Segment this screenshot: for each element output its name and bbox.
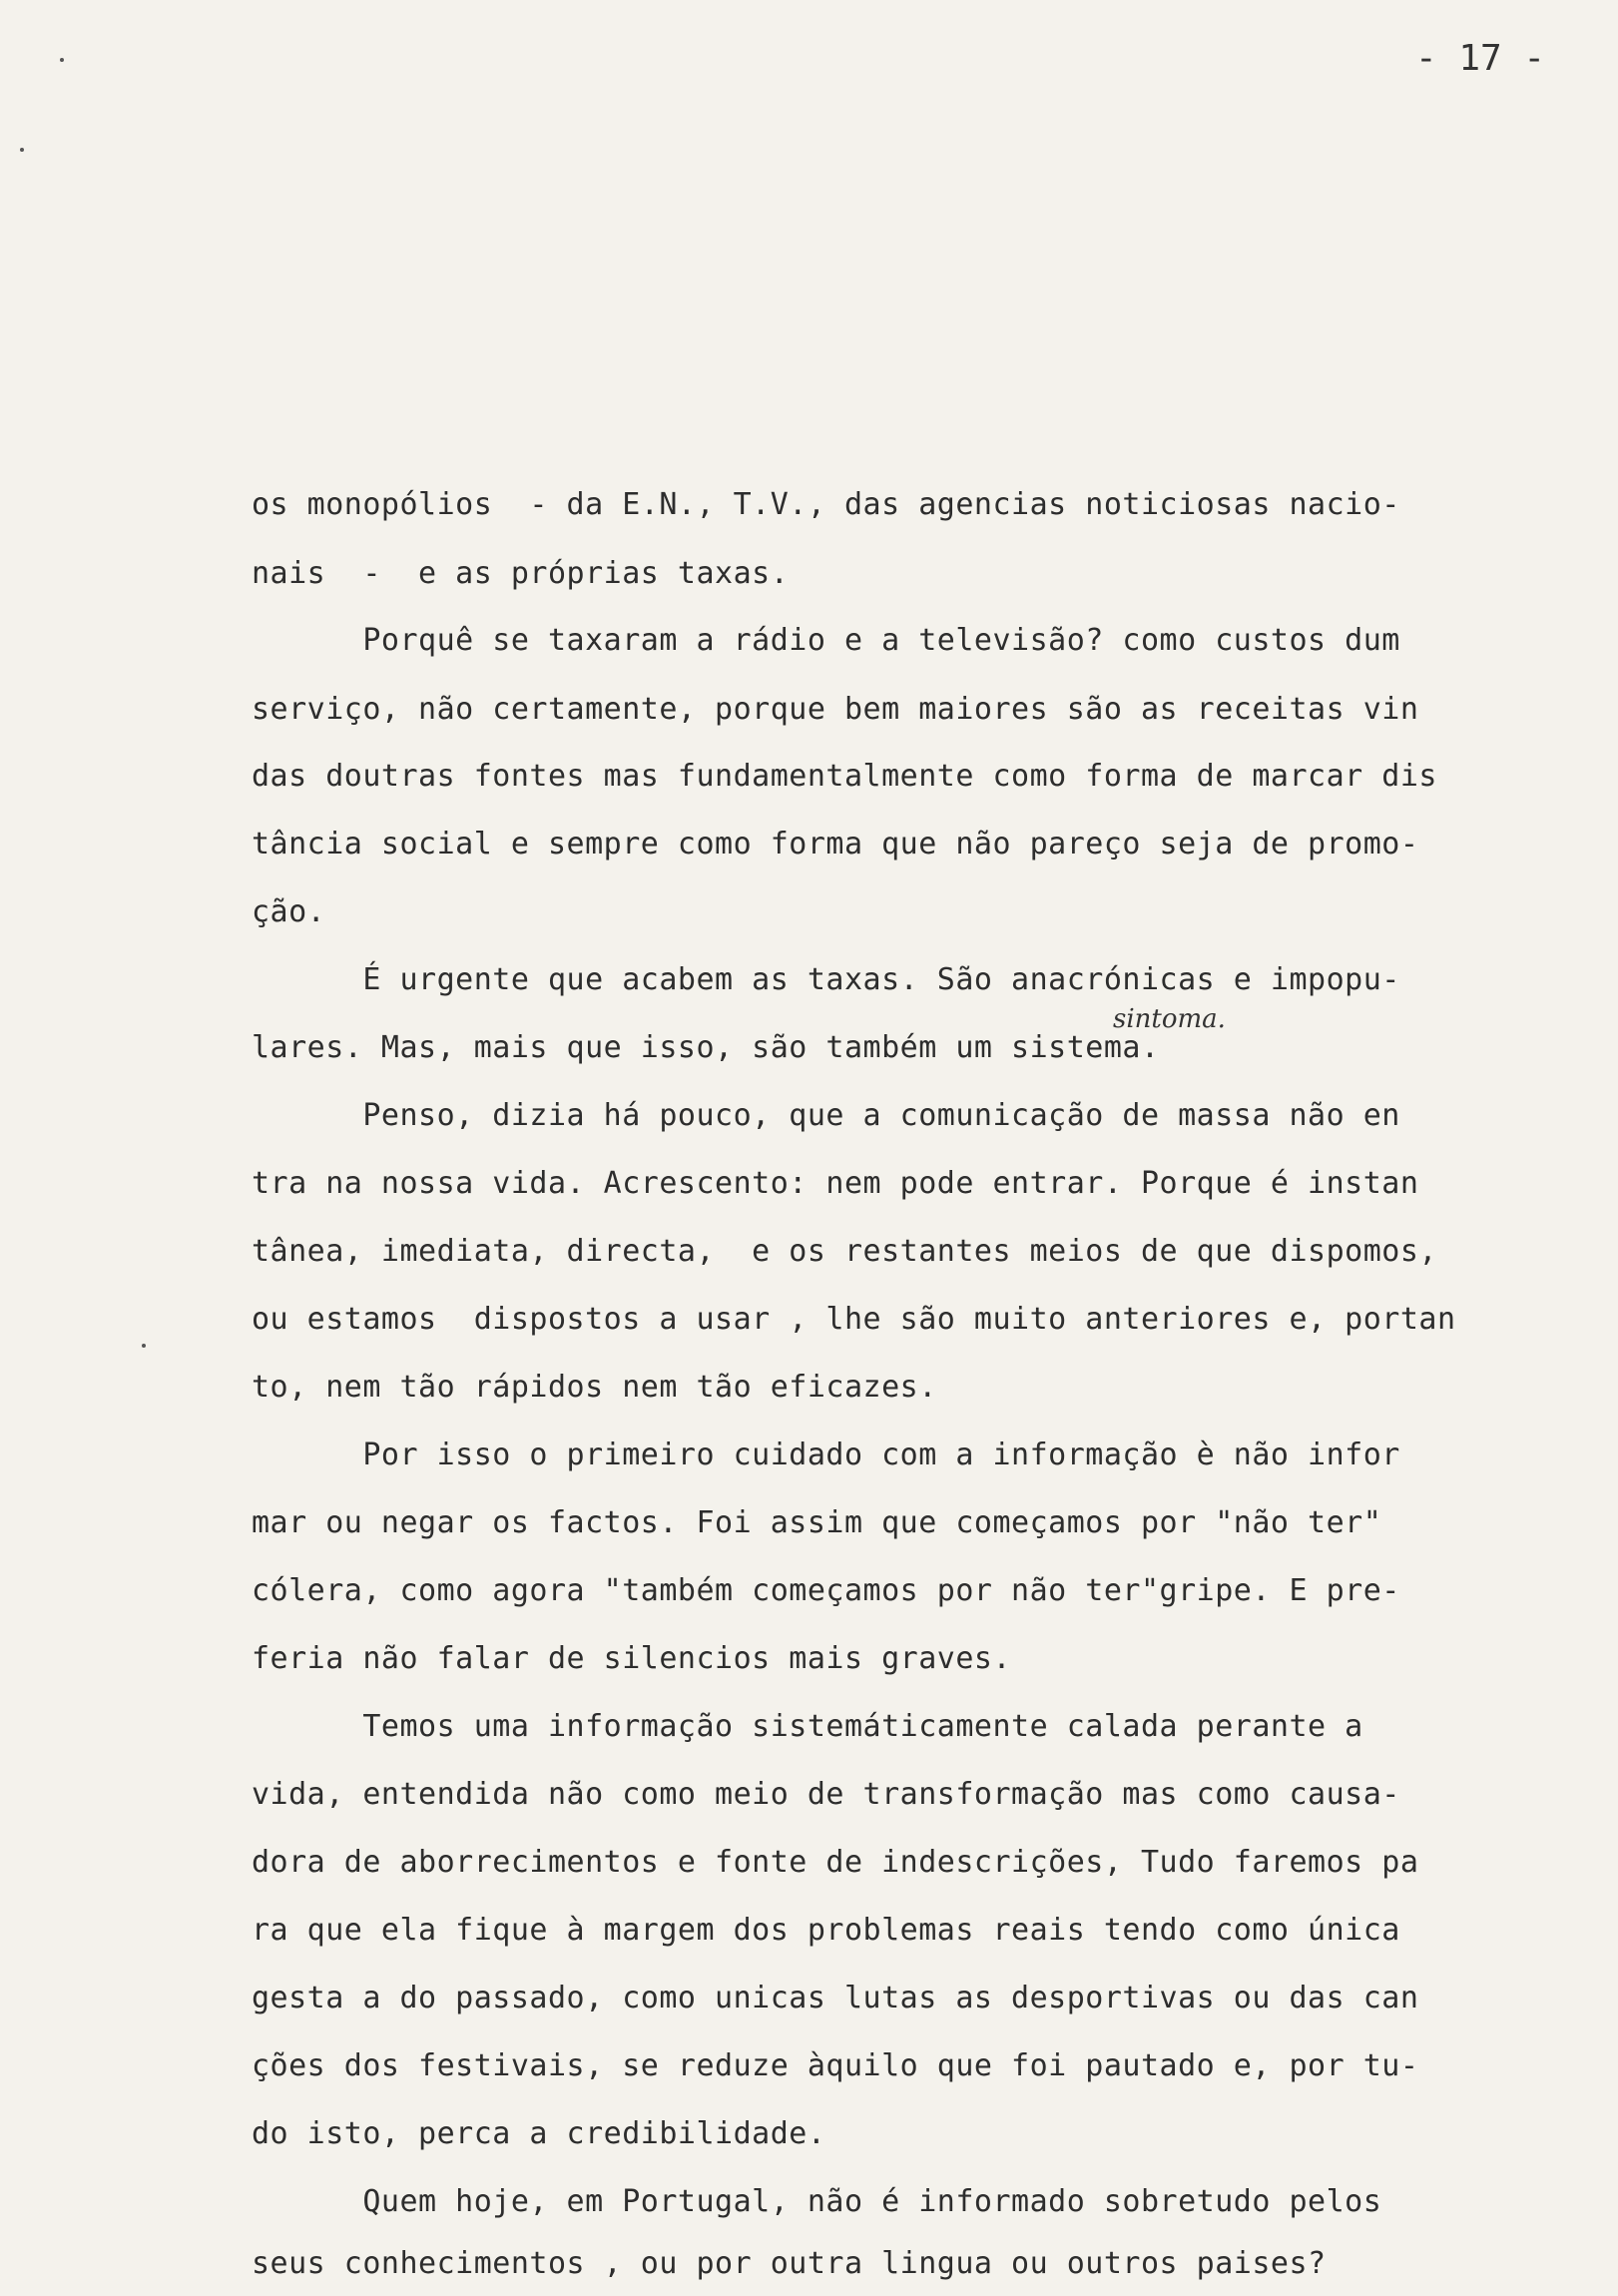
text-line: nais - e as próprias taxas.: [252, 556, 790, 591]
text-line: Temos uma informação sistemáticamente calada perante a: [252, 1709, 1363, 1744]
text-line: tânea, imediata, directa, e os restantes meios de que dispomos,: [252, 1234, 1437, 1269]
text-line: tra na nossa vida. Acrescento: nem pode entrar. Porque é instan: [252, 1166, 1419, 1201]
text-line: Porquê se taxaram a rádio e a televisão? como custos dum: [252, 623, 1400, 658]
text-line: ou estamos dispostos a usar , lhe são muito anteriores e, portan: [252, 1302, 1456, 1337]
text-line: os monopólios - da E.N., T.V., das agencias noticiosas nacio-: [252, 487, 1400, 522]
text-line: do isto, perca a credibilidade.: [252, 2116, 826, 2151]
text-line: das doutras fontes mas fundamentalmente como forma de marcar dis: [252, 759, 1437, 794]
text-line: to, nem tão rápidos nem tão eficazes.: [252, 1370, 937, 1405]
text-line: dora de aborrecimentos e fonte de indescrições, Tudo faremos pa: [252, 1845, 1419, 1880]
text-line: Por isso o primeiro cuidado com a informação è não infor: [252, 1437, 1400, 1472]
text-line: seus conhecimentos , ou por outra lingua ou outros paises?: [252, 2246, 1327, 2281]
text-line: É urgente que acabem as taxas. São anacrónicas e impopu-: [252, 962, 1400, 997]
speck: [142, 1344, 146, 1348]
handwritten-correction: sintoma.: [1113, 1004, 1226, 1034]
text-line: mar ou negar os factos. Foi assim que começamos por "não ter": [252, 1505, 1382, 1540]
text-line: feria não falar de silencios mais graves.: [252, 1641, 1012, 1676]
text-line: cólera, como agora "também começamos por não ter"gripe. E pre-: [252, 1573, 1400, 1608]
text-line: vida, entendida não como meio de transformação mas como causa-: [252, 1777, 1400, 1812]
text-line: ra que ela fique à margem dos problemas reais tendo como única: [252, 1913, 1400, 1948]
text-line: Penso, dizia há pouco, que a comunicação de massa não en: [252, 1098, 1400, 1133]
speck: [60, 58, 64, 62]
speck: [20, 148, 24, 152]
text-line: Quem hoje, em Portugal, não é informado sobretudo pelos: [252, 2184, 1382, 2219]
text-line: tância social e sempre como forma que não pareço seja de promo-: [252, 827, 1419, 861]
text-line: serviço, não certamente, porque bem maiores são as receitas vin: [252, 692, 1419, 727]
text-line: gesta a do passado, como unicas lutas as desportivas ou das can: [252, 1981, 1419, 2015]
text-line: ções dos festivais, se reduze àquilo que foi pautado e, por tu-: [252, 2048, 1419, 2083]
text-line: lares. Mas, mais que isso, são também um sistema.: [252, 1030, 1160, 1065]
page-number: - 17 -: [1415, 38, 1546, 79]
text-line: ção.: [252, 894, 326, 929]
